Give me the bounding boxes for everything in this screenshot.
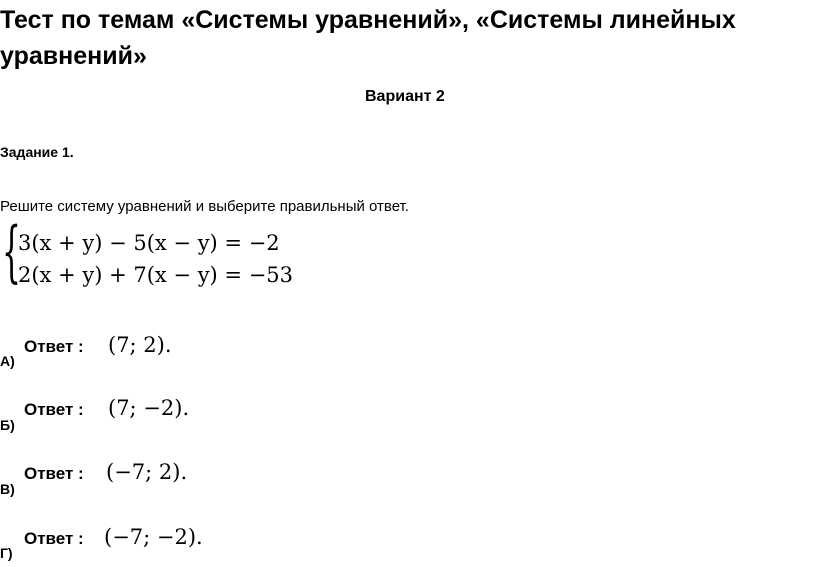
option-g-answer-label: Ответ : [24,529,84,548]
document-title-line-1: Тест по темам «Системы уравнений», «Системы линейных [0,6,736,34]
option-g-answer-value: (−7; −2). [104,525,203,549]
option-g-letter: Г) [0,545,13,561]
document-title [0,2,736,74]
task-label: Задание 1. [0,144,74,160]
equation-2: 2(x + y) + 7(x − y) = −53 [18,263,294,287]
option-b-answer-label: Ответ : [24,400,84,419]
option-v-answer-label: Ответ : [24,464,84,483]
option-a-answer-label: Ответ : [24,337,84,356]
task-instruction: Решите систему уравнений и выберите правильный ответ. [0,198,409,215]
document-title-line-2: уравнений» [0,42,147,70]
option-b-answer-value: (7; −2). [108,396,190,420]
option-a-letter: А) [0,353,15,369]
option-b-letter: Б) [0,417,15,433]
option-v-answer-value: (−7; 2). [106,460,188,484]
option-a-answer-value: (7; 2). [108,333,172,357]
variant-heading: Вариант 2 [365,88,445,105]
equation-1: 3(x + y) − 5(x − y) = −2 [18,231,280,255]
option-v-letter: В) [0,481,15,497]
equation-system [0,213,340,291]
system-brace: { [2,213,21,290]
